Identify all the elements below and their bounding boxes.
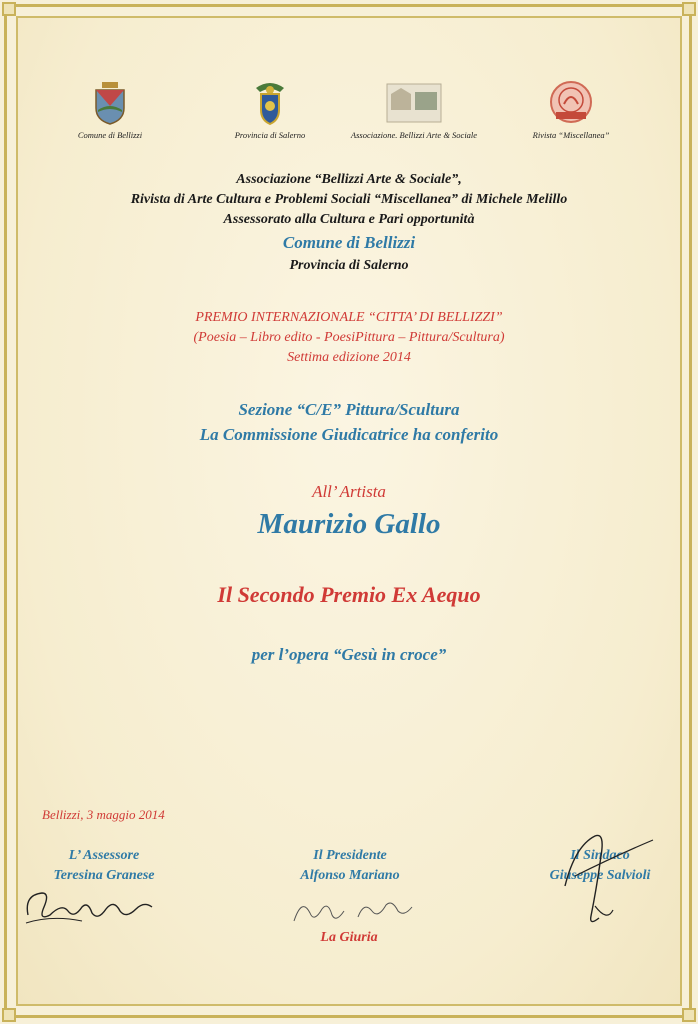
provincia-line: Provincia di Salerno	[289, 258, 409, 273]
magazine-line: Rivista di Arte Cultura e Problemi Sociali “Miscellanea” di Michele Melillo	[130, 192, 568, 207]
logo-miscellanea	[506, 80, 636, 140]
section-line: Sezione “C/E” Pittura/Scultura	[238, 400, 460, 419]
signatory-name: Alfonso Mariano	[300, 868, 400, 883]
comune-title: Comune di Bellizzi	[282, 233, 416, 252]
signature-sindaco	[555, 826, 665, 931]
award-title: PREMIO INTERNAZIONALE “CITTA’ DI BELLIZZI”	[195, 310, 503, 325]
commission-line: La Commissione Giudicatrice ha conferito	[199, 425, 499, 444]
province-emblem-icon	[252, 80, 288, 126]
logo-caption: Comune di Bellizzi	[77, 130, 143, 140]
corner-ornament	[682, 1008, 696, 1022]
logo-comune	[45, 80, 175, 140]
signatory-role: Il Sindaco	[570, 848, 630, 863]
prize-line: Il Secondo Premio Ex Aequo	[217, 582, 481, 607]
to-artist: All’ Artista	[312, 482, 386, 501]
signature-assessore	[22, 885, 162, 930]
artist-name: Maurizio Gallo	[257, 508, 441, 540]
signatory-name: Giuseppe Salvioli	[549, 868, 651, 883]
work-line: per l’opera “Gesù in croce”	[251, 645, 447, 664]
logo-caption: Rivista “Miscellanea”	[532, 130, 610, 140]
signatory-role: Il Presidente	[313, 848, 387, 863]
assessorato-line: Assessorato alla Cultura e Pari opportunità	[223, 212, 475, 227]
signatory-role: L’ Assessore	[68, 848, 140, 863]
date-line: Bellizzi, 3 maggio 2014	[42, 807, 165, 822]
award-edition: Settima edizione 2014	[287, 350, 411, 365]
signatory-assessore	[24, 848, 184, 884]
crest-icon	[92, 80, 128, 126]
logos-row	[0, 80, 698, 150]
logo-caption: Provincia di Salerno	[234, 130, 306, 140]
logo-caption: Associazione. Bellizzi Arte & Sociale	[350, 130, 478, 140]
signatory-name: Teresina Granese	[53, 868, 155, 883]
logo-associazione	[349, 80, 479, 140]
miscellanea-seal-icon	[542, 80, 600, 126]
logo-provincia	[205, 80, 335, 140]
signatory-presidente	[270, 848, 430, 884]
association-line: Associazione “Bellizzi Arte & Sociale”,	[236, 172, 462, 187]
jury-label: La Giuria	[320, 930, 378, 945]
corner-ornament	[2, 2, 16, 16]
signature-presidente	[288, 893, 418, 928]
corner-ornament	[682, 2, 696, 16]
corner-ornament	[2, 1008, 16, 1022]
award-categories: (Poesia – Libro edito - PoesiPittura – Pittura/Scultura)	[193, 330, 505, 345]
association-logo-icon	[385, 80, 443, 126]
